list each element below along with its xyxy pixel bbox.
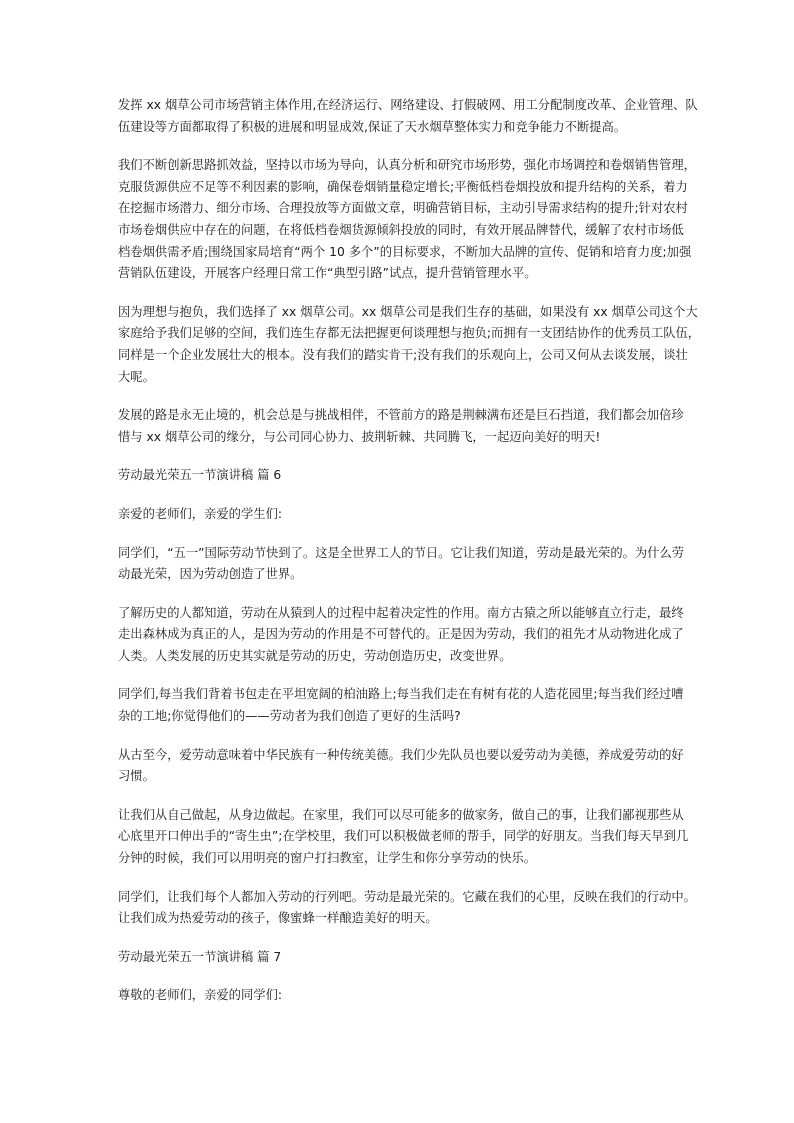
paragraph — [118, 603, 684, 668]
text-line: 走出森林成为真正的人，是因为劳动的作用是不可替代的。正是因为劳动，我们的祖先才从动物进化成了 — [118, 627, 684, 642]
paragraph — [118, 504, 678, 526]
text-line: 从古至今，爱劳动意味着中华民族有一种传统美德。我们少先队员也要以爱劳动为美德，养成爱劳动的好 — [118, 747, 684, 762]
section-heading — [118, 947, 678, 969]
text-line: 习惯。 — [118, 769, 155, 784]
text-line: 尊敬的老师们，亲爱的同学们: — [118, 988, 283, 1003]
paragraph — [118, 95, 698, 138]
text-line: 让我们成为热爱劳动的孩子，像蜜蜂一样酿造美好的明天。 — [118, 911, 438, 926]
text-line: 家庭给予我们足够的空间，我们连生存都无法把握更何谈理想与抱负;而拥有一支团结协作的优秀员工队伍， — [118, 326, 701, 341]
text-line: 分钟的时候，我们可以用明亮的窗户打扫教室，让学生和你分享劳动的快乐。 — [118, 851, 537, 866]
text-line: 劳动最光荣五一节演讲稿 篇 6 — [118, 468, 282, 483]
paragraph — [118, 302, 701, 388]
text-line: 劳动最光荣五一节演讲稿 篇 7 — [118, 949, 282, 964]
paragraph — [118, 155, 696, 285]
text-line: 了解历史的人都知道，劳动在从猿到人的过程中起着决定性的作用。南方古猿之所以能够直立行走，最终 — [118, 605, 684, 620]
text-line: 让我们从自己做起，从身边做起。在家里，我们可以尽可能多的做家务，做自己的事，让我们鄙视那些从 — [118, 807, 684, 822]
paragraph — [118, 405, 684, 448]
text-line: 营销队伍建设，开展客户经理日常工作“典型引路”试点，提升营销管理水平。 — [118, 266, 537, 281]
paragraph — [118, 805, 689, 870]
text-line: 在挖掘市场潜力、细分市场、合理投放等方面做文章，明确营销目标，主动引导需求结构的提升;针对农村 — [118, 201, 688, 216]
text-line: 惜与 xx 烟草公司的缘分，与公司同心协力、披荆斩棘、共同腾飞，一起迈向美好的明天! — [118, 429, 601, 444]
section-heading — [118, 465, 678, 487]
text-line: 我们不断创新思路抓效益，坚持以市场为导向，认真分析和研究市场形势，强化市场调控和卷烟销售管理， — [118, 158, 696, 173]
text-line: 动最光荣，因为劳动创造了世界。 — [118, 567, 303, 582]
text-line: 档卷烟供需矛盾;围绕国家局培育“两个 10 多个”的目标要求，不断加大品牌的宣传、促销和培育力度;加强 — [118, 244, 692, 259]
paragraph — [118, 887, 696, 930]
text-line: 发展的路是永无止境的，机会总是与挑战相伴，不管前方的路是荆棘满布还是巨石挡道，我们都会加倍珍 — [118, 408, 684, 423]
paragraph — [118, 745, 684, 788]
text-line: 克服货源供应不足等不利因素的影响，确保卷烟销量稳定增长;平衡低档卷烟投放和提升结构的关系，着力 — [118, 179, 688, 194]
text-line: 市场卷烟供应中存在的问题，在将低档卷烟货源倾斜投放的同时，有效开展品牌替代，缓解了农村市场低 — [118, 222, 684, 237]
text-line: 同学们，“五一”国际劳动节快到了。这是全世界工人的节日。它让我们知道，劳动是最光荣的。为什么劳 — [118, 545, 685, 560]
paragraph — [118, 543, 685, 586]
text-line: 同学们，让我们每个人都加入劳动的行列吧。劳动是最光荣的。它藏在我们的心里，反映在我们的行动中。 — [118, 889, 696, 904]
paragraph — [118, 684, 684, 727]
text-line: 发挥 xx 烟草公司市场营销主体作用,在经济运行、网络建设、打假破网、用工分配制度改革、企业管理、队 — [118, 98, 698, 112]
text-line: 伍建设等方面都取得了积极的进展和明显成效,保证了天水烟草整体实力和竞争能力不断提高。 — [118, 119, 627, 134]
text-line: 杂的工地;你觉得他们的——劳动者为我们创造了更好的生活吗? — [118, 709, 461, 724]
text-line: 同学们,每当我们背着书包走在平坦宽阔的柏油路上;每当我们走在有树有花的人造花园里;每当我们经过嘈 — [118, 687, 684, 702]
document-page — [118, 95, 701, 1024]
text-line: 心底里开口伸出手的“寄生虫”;在学校里，我们可以积极做老师的帮手，同学的好朋友。当我们每天早到几 — [118, 829, 689, 844]
paragraph — [118, 985, 678, 1007]
text-line: 亲爱的老师们，亲爱的学生们: — [118, 506, 283, 521]
text-line: 大呢。 — [118, 369, 155, 384]
text-line: 同样是一个企业发展壮大的根本。没有我们的踏实肯干;没有我们的乐观向上，公司又何从去谈发展，谈壮 — [118, 347, 688, 362]
text-line: 因为理想与抱负，我们选择了 xx 烟草公司。xx 烟草公司是我们生存的基础，如果没有 xx 烟草公司这个大 — [118, 304, 698, 319]
text-line: 人类。人类发展的历史其实就是劳动的历史，劳动创造历史，改变世界。 — [118, 648, 512, 663]
